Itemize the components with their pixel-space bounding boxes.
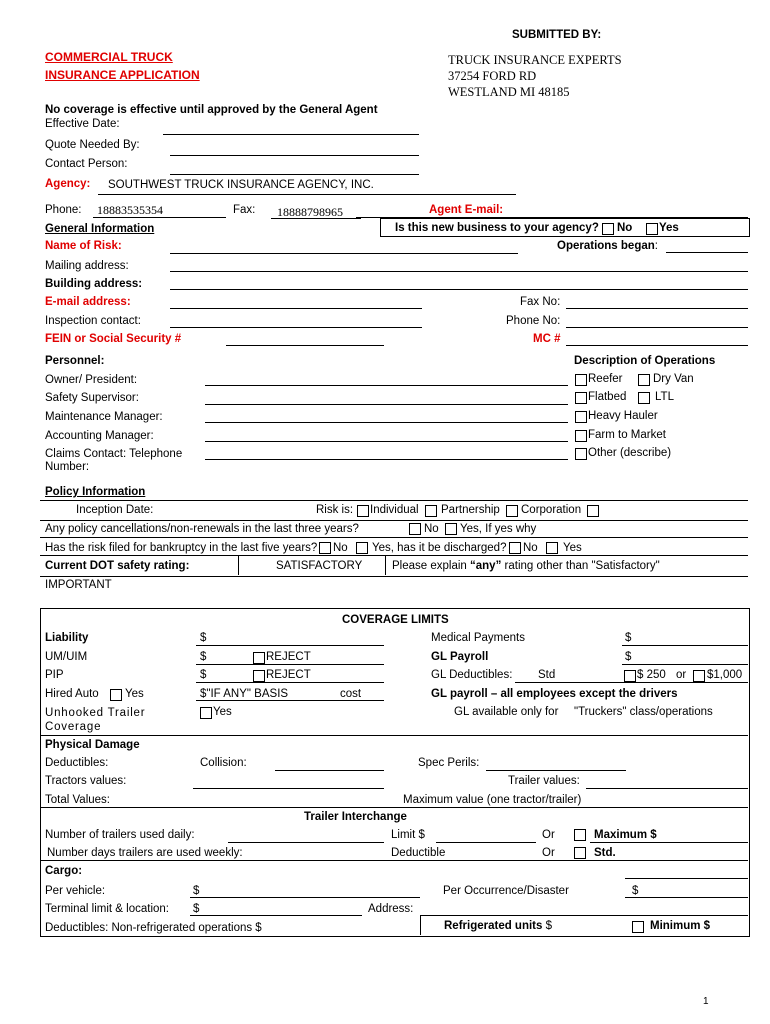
gl-available-label: GL available only for xyxy=(454,706,559,718)
total-values-label: Total Values: xyxy=(45,794,110,806)
maximum-checkbox[interactable] xyxy=(574,829,586,841)
personnel-heading: Personnel: xyxy=(45,355,105,367)
address-field[interactable] xyxy=(420,915,748,916)
fax-field-line xyxy=(271,218,361,219)
description-operations-heading: Description of Operations xyxy=(574,355,716,367)
mailing-address-label: Mailing address: xyxy=(45,260,129,272)
gl-1000-checkbox[interactable] xyxy=(693,670,705,682)
heavy-hauler-label: Heavy Hauler xyxy=(588,410,658,422)
gl-250-label: $ 250 xyxy=(637,669,666,681)
gl-1000-label: $1,000 xyxy=(707,669,743,681)
phone-label: Phone: xyxy=(45,204,82,216)
bankruptcy-question: Has the risk filed for bankruptcy in the last five years? xyxy=(45,542,318,554)
explain-any: “any” xyxy=(470,560,502,572)
medical-payments-label: Medical Payments xyxy=(431,632,525,644)
dot-rating-label: Current DOT safety rating: xyxy=(45,560,190,572)
minimum-checkbox[interactable] xyxy=(632,921,644,933)
per-vehicle-label: Per vehicle: xyxy=(45,885,106,897)
unhooked-trailer-label: Unhooked Trailer xyxy=(45,707,146,719)
discharged-question: Yes, has it be discharged? xyxy=(372,542,507,554)
fein-label: FEIN or Social Security # xyxy=(45,333,182,345)
flatbed-label: Flatbed xyxy=(588,391,627,403)
unhooked-yes-checkbox[interactable] xyxy=(200,707,212,719)
per-occurrence-label: Per Occurrence/Disaster xyxy=(443,885,569,897)
limit-or-label: Or xyxy=(542,829,555,841)
other-describe-label: Other (describe) xyxy=(588,447,672,459)
important-label: IMPORTANT xyxy=(45,579,112,591)
maintenance-manager-field[interactable] xyxy=(205,422,568,423)
company-name: TRUCK INSURANCE EXPERTS xyxy=(448,53,622,67)
corporation-label: Corporation xyxy=(521,504,582,516)
quote-needed-field[interactable] xyxy=(170,155,419,156)
corporation-extra-checkbox[interactable] xyxy=(587,505,599,517)
owner-field[interactable] xyxy=(205,385,568,386)
spec-perils-field[interactable] xyxy=(486,770,626,771)
fein-field[interactable] xyxy=(226,345,384,346)
operations-began-colon: : xyxy=(654,240,658,252)
trailer-values-label: Trailer values: xyxy=(508,775,580,787)
mailing-address-field[interactable] xyxy=(170,271,748,272)
limit-field[interactable] xyxy=(436,842,536,843)
maximum-label: Maximum $ xyxy=(594,829,657,841)
cancellations-question: Any policy cancellations/non-renewals in the last three years? xyxy=(45,523,359,535)
quote-needed-label: Quote Needed By: xyxy=(45,139,140,151)
collision-field[interactable] xyxy=(275,770,384,771)
accounting-manager-field[interactable] xyxy=(205,441,568,442)
safety-supervisor-field[interactable] xyxy=(205,404,568,405)
mc-field[interactable] xyxy=(566,345,748,346)
explain-pre: Please explain xyxy=(392,560,470,572)
num-days-label: Number days trailers are used weekly: xyxy=(47,847,243,859)
phone-no-label: Phone No: xyxy=(506,315,561,327)
coverage-box xyxy=(40,608,750,937)
operations-began-text: Operations began xyxy=(557,240,655,252)
spec-perils-label: Spec Perils: xyxy=(418,757,480,769)
new-business-no-checkbox[interactable] xyxy=(602,223,614,235)
agency-label: Agency: xyxy=(45,178,91,190)
individual-checkbox[interactable] xyxy=(357,505,369,517)
dry-van-checkbox[interactable] xyxy=(638,374,650,386)
agency-value[interactable]: SOUTHWEST TRUCK INSURANCE AGENCY, INC. xyxy=(108,179,374,191)
num-trailers-label: Number of trailers used daily: xyxy=(45,829,195,841)
submitted-by-label: SUBMITTED BY: xyxy=(512,29,602,41)
inspection-contact-label: Inspection contact: xyxy=(45,315,141,327)
refrigerated-units-label xyxy=(444,920,552,932)
pip-reject-checkbox[interactable] xyxy=(253,670,265,682)
liability-label: Liability xyxy=(45,632,89,644)
explain-rating-text xyxy=(392,560,660,572)
deductible-label: Deductible xyxy=(391,847,446,859)
um-uim-reject-checkbox[interactable] xyxy=(253,652,265,664)
cargo-top-right-line xyxy=(625,878,748,879)
gl-deductibles-label: GL Deductibles: xyxy=(431,669,513,681)
address-label: Address: xyxy=(368,903,414,915)
um-uim-dollar: $ xyxy=(200,651,207,663)
discharged-yes-checkbox[interactable] xyxy=(546,542,558,554)
building-address-field[interactable] xyxy=(170,289,748,290)
agent-email-label: Agent E-mail: xyxy=(429,204,504,216)
hired-auto-yes-checkbox[interactable] xyxy=(110,689,122,701)
fax-no-label: Fax No: xyxy=(520,296,561,308)
ltl-label: LTL xyxy=(655,391,674,403)
safety-supervisor-label: Safety Supervisor: xyxy=(45,392,139,404)
if-any-basis-text: $"IF ANY" BASIS xyxy=(200,688,289,700)
per-occurrence-dollar: $ xyxy=(632,885,639,897)
new-business-yes-label: Yes xyxy=(659,222,679,234)
cancellations-yes-checkbox[interactable] xyxy=(445,523,457,535)
cost-label: cost xyxy=(340,688,362,700)
new-business-question: Is this new business to your agency? xyxy=(395,222,599,234)
fax-label: Fax: xyxy=(233,204,256,216)
unhooked-coverage-label: Coverage xyxy=(45,721,102,733)
gl-payroll-dollar: $ xyxy=(625,651,632,663)
risk-is-label: Risk is: xyxy=(316,504,354,516)
medical-payments-field[interactable] xyxy=(622,645,748,646)
terminal-limit-label: Terminal limit & location: xyxy=(45,903,169,915)
partnership-checkbox[interactable] xyxy=(425,505,437,517)
email-address-field[interactable] xyxy=(170,308,422,309)
gl-payroll-label: GL Payroll xyxy=(431,651,489,663)
refrigerated-dollar: $ xyxy=(545,920,553,932)
pip-dollar: $ xyxy=(200,669,207,681)
gl-deductibles-std: Std xyxy=(538,669,556,681)
dot-divider-2 xyxy=(385,556,386,575)
phone-value[interactable]: 18883535354 xyxy=(97,203,163,217)
ltl-checkbox[interactable] xyxy=(638,392,650,404)
hired-auto-field[interactable] xyxy=(196,700,384,701)
cargo-deductibles-label: Deductibles: Non-refrigerated operations $ xyxy=(45,922,262,934)
pip-label: PIP xyxy=(45,669,64,681)
agency-field-line xyxy=(98,194,516,195)
max-value-label: Maximum value (one tractor/trailer) xyxy=(403,794,582,806)
std-label: Std. xyxy=(594,847,616,859)
per-occurrence-field[interactable] xyxy=(625,897,748,898)
hired-auto-label: Hired Auto xyxy=(45,688,99,700)
limit-label: Limit $ xyxy=(391,829,425,841)
cancellations-row-line xyxy=(40,537,748,538)
gl-deductibles-line xyxy=(515,682,748,683)
medical-dollar: $ xyxy=(625,632,632,644)
form-title-line2: INSURANCE APPLICATION xyxy=(45,68,200,82)
terminal-dollar: $ xyxy=(193,903,200,915)
name-of-risk-field[interactable] xyxy=(170,253,518,254)
gl-or-label: or xyxy=(676,669,687,681)
claims-contact-label: Claims Contact: Telephone xyxy=(45,448,183,460)
um-uim-field[interactable] xyxy=(196,664,384,665)
liability-dollar: $ xyxy=(200,632,207,644)
deductibles-label: Deductibles: xyxy=(45,757,109,769)
new-business-no-label: No xyxy=(617,222,633,234)
reefer-label: Reefer xyxy=(588,373,623,385)
general-info-heading: General Information xyxy=(45,223,155,235)
discharged-no-checkbox[interactable] xyxy=(509,542,521,554)
refrigerated-text: Refrigerated units xyxy=(444,920,543,932)
effective-date-label: Effective Date: xyxy=(45,118,120,130)
std-checkbox[interactable] xyxy=(574,847,586,859)
num-trailers-field[interactable] xyxy=(228,842,384,843)
building-address-label: Building address: xyxy=(45,278,143,290)
minimum-label: Minimum $ xyxy=(650,920,711,932)
coverage-limits-heading: COVERAGE LIMITS xyxy=(342,614,449,626)
collision-label: Collision: xyxy=(200,757,247,769)
mc-label: MC # xyxy=(533,333,561,345)
page-number: 1 xyxy=(703,996,709,1007)
claims-contact-field[interactable] xyxy=(205,459,568,460)
tractors-values-label: Tractors values: xyxy=(45,775,127,787)
cancellations-no-checkbox[interactable] xyxy=(409,523,421,535)
phone-field-line xyxy=(93,217,226,218)
physical-damage-divider xyxy=(40,735,748,736)
per-vehicle-dollar: $ xyxy=(193,885,200,897)
cancellations-no-label: No xyxy=(424,523,439,535)
farm-to-market-checkbox[interactable] xyxy=(575,430,587,442)
operations-began-field[interactable] xyxy=(666,252,748,253)
coverage-notice: No coverage is effective until approved by the General Agent xyxy=(45,104,378,116)
corporation-checkbox[interactable] xyxy=(506,505,518,517)
deductible-or-label: Or xyxy=(542,847,555,859)
tractors-values-field[interactable] xyxy=(193,788,384,789)
dot-divider-1 xyxy=(238,556,239,575)
policy-info-heading: Policy Information xyxy=(45,486,146,498)
cargo-heading: Cargo: xyxy=(45,865,83,877)
inspection-contact-field[interactable] xyxy=(170,327,422,328)
um-uim-label: UM/UIM xyxy=(45,651,88,663)
reefer-checkbox[interactable] xyxy=(575,374,587,386)
gl-payroll-field[interactable] xyxy=(622,664,748,665)
num-days-line[interactable] xyxy=(40,860,748,861)
cancellations-yes-label: Yes, If yes why xyxy=(460,523,537,535)
email-address-label: E-mail address: xyxy=(45,296,131,308)
per-vehicle-field[interactable] xyxy=(190,897,420,898)
accounting-manager-label: Accounting Manager: xyxy=(45,430,154,442)
flatbed-checkbox[interactable] xyxy=(575,392,587,404)
total-values-line[interactable] xyxy=(40,807,748,808)
phone-no-field[interactable] xyxy=(566,327,748,328)
dot-rating-value[interactable]: SATISFACTORY xyxy=(276,560,363,572)
bankruptcy-no-checkbox[interactable] xyxy=(319,542,331,554)
fax-value[interactable]: 18888798965 xyxy=(277,205,343,219)
maximum-field[interactable] xyxy=(590,842,748,843)
pip-field[interactable] xyxy=(196,682,384,683)
discharged-yes-label: Yes xyxy=(563,542,582,554)
liability-field[interactable] xyxy=(196,645,384,646)
bankruptcy-no-label: No xyxy=(333,542,348,554)
company-address2: WESTLAND MI 48185 xyxy=(448,85,570,99)
physical-damage-heading: Physical Damage xyxy=(45,739,140,751)
name-of-risk-label: Name of Risk: xyxy=(45,240,122,252)
dry-van-label: Dry Van xyxy=(653,373,694,385)
gl-all-employees-note: GL payroll – all employees except the drivers xyxy=(431,688,678,700)
cargo-divider xyxy=(420,915,421,935)
trailer-values-field[interactable] xyxy=(586,788,748,789)
um-uim-reject-label: REJECT xyxy=(266,651,311,663)
terminal-limit-field[interactable] xyxy=(190,915,362,916)
truckers-class-label: "Truckers" class/operations xyxy=(574,706,713,718)
farm-to-market-label: Farm to Market xyxy=(588,429,666,441)
trailer-interchange-heading: Trailer Interchange xyxy=(304,811,407,823)
hired-auto-yes-label: Yes xyxy=(125,688,144,700)
pip-reject-label: REJECT xyxy=(266,669,311,681)
unhooked-yes-label: Yes xyxy=(213,706,232,718)
maintenance-manager-label: Maintenance Manager: xyxy=(45,411,163,423)
contact-person-field[interactable] xyxy=(170,174,419,175)
bankruptcy-yes-checkbox[interactable] xyxy=(356,542,368,554)
form-title-line1: COMMERCIAL TRUCK xyxy=(45,50,173,64)
contact-person-label: Contact Person: xyxy=(45,158,128,170)
fax-no-field[interactable] xyxy=(566,308,748,309)
company-address1: 37254 FORD RD xyxy=(448,69,537,83)
gl-250-checkbox[interactable] xyxy=(624,670,636,682)
inception-date-label: Inception Date: xyxy=(76,504,154,516)
explain-post: rating other than "Satisfactory" xyxy=(501,560,660,572)
partnership-label: Partnership xyxy=(441,504,500,516)
heavy-hauler-checkbox[interactable] xyxy=(575,411,587,423)
individual-label: Individual xyxy=(370,504,419,516)
effective-date-field[interactable] xyxy=(163,134,419,135)
new-business-yes-checkbox[interactable] xyxy=(646,223,658,235)
discharged-no-label: No xyxy=(523,542,538,554)
other-describe-checkbox[interactable] xyxy=(575,448,587,460)
claims-number-label: Number: xyxy=(45,461,90,473)
operations-began-label xyxy=(557,240,658,252)
owner-label: Owner/ President: xyxy=(45,374,138,386)
